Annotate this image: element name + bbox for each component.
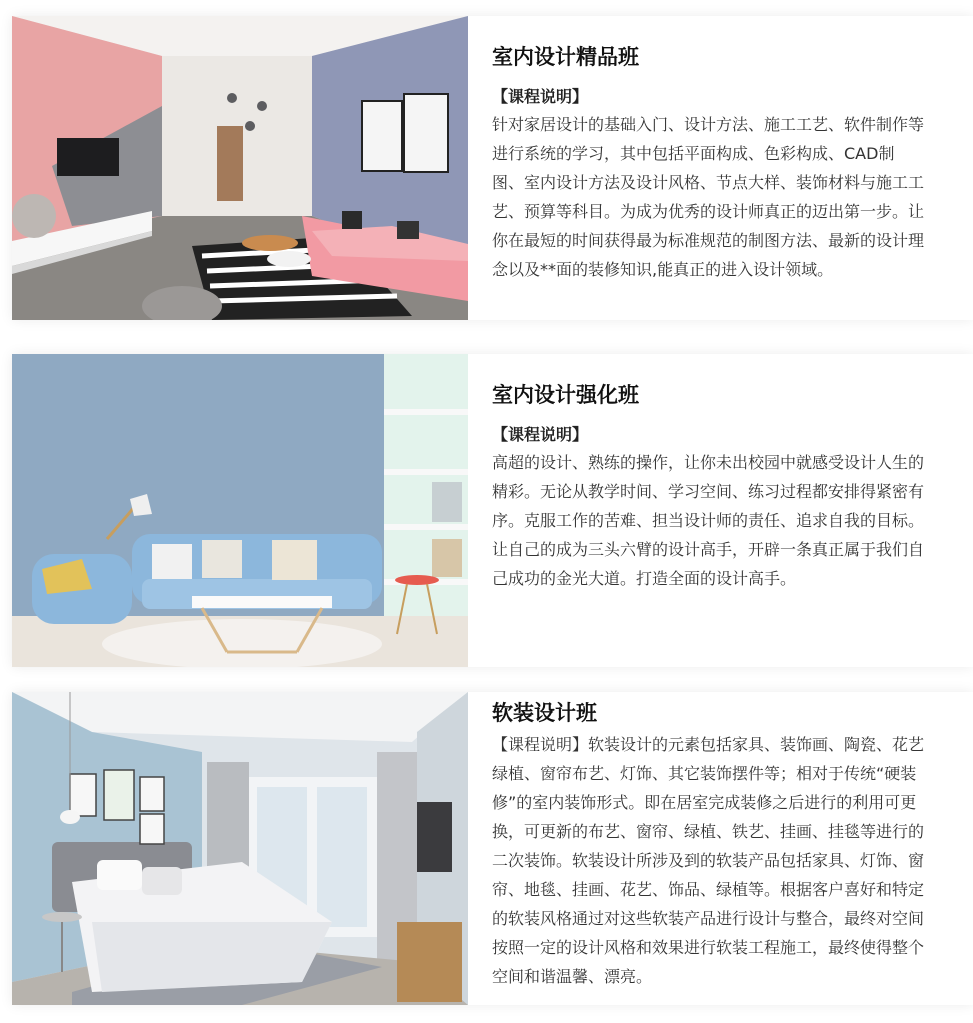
course-card-fine-class[interactable] (12, 16, 973, 320)
course-description: 高超的设计、熟练的操作，让你未出校园中就感受设计人生的精彩。无论从教学时间、学习空间、练习过程都安排得紧密有序。克服工作的苦难、担当设计师的责任、追求自我的目标。让自己的成为三头六臂的设计高手，开辟一条真正属于我们自己成功的金光大道。打造全面的设计高手。 (492, 453, 925, 588)
course-description-text: 软装设计的元素包括家具、装饰画、陶瓷、花艺绿植、窗帘布艺、灯饰、其它装饰摆件等；相对于传统“硬装修”的室内装饰形式。即在居室完成装修之后进行的利用可更换，可更新的布艺、窗帘、绿植、铁艺、挂画、挂毯等进行的二次装饰。软装设计所涉及到的软装产品包括家具、灯饰、窗帘、地毯、挂画、花艺、饰品、绿植等。根据客户喜好和特定的软装风格通过对这些软装产品进行设计与整合，最终对空间按照一定的设计风格和效果进行软装工程施工，最终使得整个空间和谐温馨、漂亮。 (492, 735, 925, 986)
bedroom-photo (12, 692, 468, 1005)
course-card-intensive-class[interactable] (12, 354, 973, 667)
course-description: 针对家居设计的基础入门、设计方法、施工工艺、软件制作等进行系统的学习，其中包括平面构成、色彩构成、CAD制图、室内设计方法及设计风格、节点大样、装饰材料与施工工艺、预算等科目。为成为优秀的设计师真正的迈出第一步。让你在最短的时间获得最为标准规范的制图方法、最新的设计理念以及**面的装修知识,能真正的进入设计领域。 (492, 115, 925, 279)
course-label: 【课程说明】 (492, 87, 589, 106)
course-info (468, 354, 973, 667)
course-title: 室内设计精品班 (492, 45, 639, 69)
course-title: 室内设计强化班 (492, 383, 639, 407)
course-info (468, 16, 973, 320)
living-room-pink-photo (12, 16, 468, 320)
course-title: 软装设计班 (492, 701, 597, 725)
course-label: 【课程说明】 (492, 735, 589, 754)
course-description (492, 730, 925, 991)
course-card-soft-decor-class[interactable] (12, 692, 973, 1005)
living-room-blue-photo (12, 354, 468, 667)
course-label: 【课程说明】 (492, 425, 589, 444)
course-info (468, 692, 973, 1005)
